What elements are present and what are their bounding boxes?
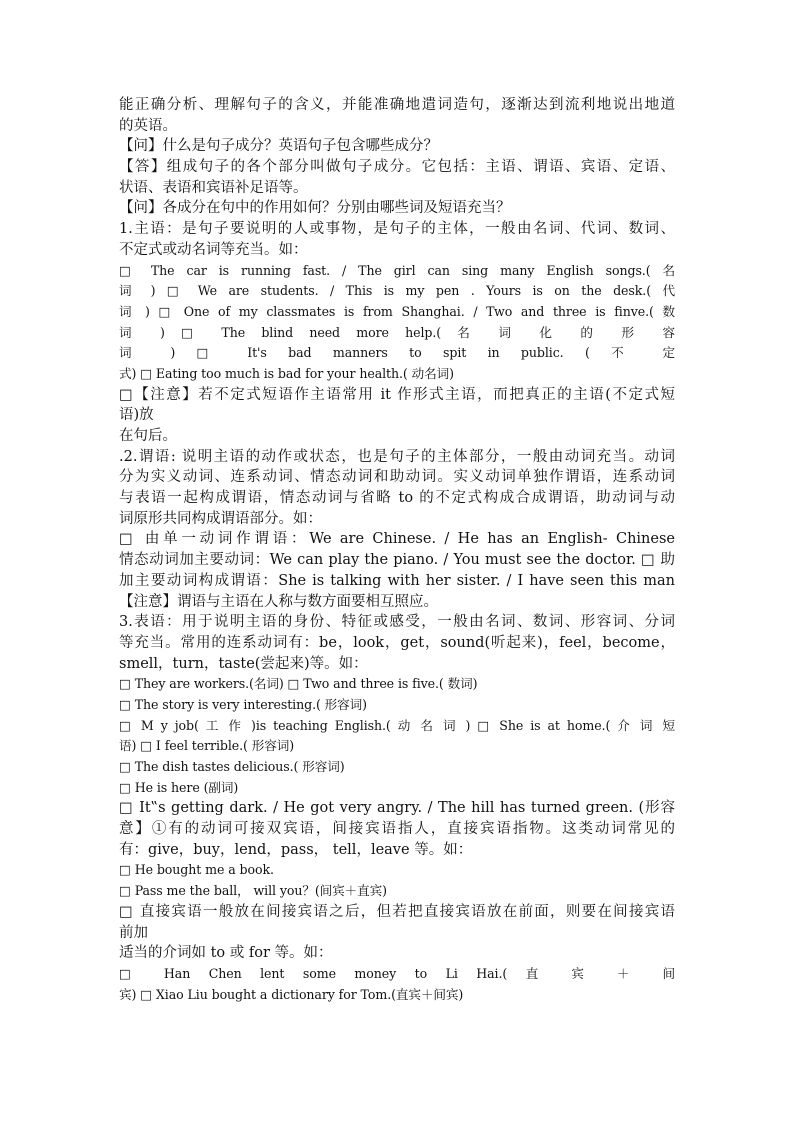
text-line: 宾) □ Xiao Liu bought a dictionary for Tom.(直宾＋间宾) [119,986,464,1002]
text-line: 与表语一起构成谓语，情态动词与省略 to 的不定式构成合成谓语，助动词与动 [119,490,675,507]
text-line: □ The dish tastes delicious.( 形容词) [119,759,345,774]
text-line: □ 直接宾语一般放在间接宾语之后，但若把直接宾语放在前面，则要在间接宾语 [119,903,675,920]
text-line: 语) □ I feel terrible.( 形容词) [119,738,295,754]
text-line: □ 由单一动词作谓语：We are Chinese. / He has an English- Chinese [119,531,675,548]
text-line: □ The car is running fast. / The girl can sing many English songs.( 名 [119,262,675,278]
text-line: □ It‟s getting dark. / He got very angry. / The hill has turned green. (形容 [119,800,675,817]
text-line: □ He bought me a book. [119,862,274,878]
text-line: □ They are workers.(名词) □ Two and three is five.( 数词) [119,676,478,692]
text-line: smell，turn，taste(尝起来)等。如： [119,655,368,672]
text-line: 情态动词加主要动词：We can play the piano. / You must see the doctor. □ 助 [119,552,675,569]
text-line: 词 ) □ The blind need more help.( 名 词 化 的 形 容 [119,324,675,340]
text-line: 能正确分析、理解句子的含义，并能准确地遣词造句，逐渐达到流利地说出地道 [119,97,675,113]
text-line: 词 ) □ One of my classmates is from Shanghai. / Two and three is finve.( 数 [119,303,675,319]
text-line: 1.主语：是句子要说明的人或事物，是句子的主体，一般由名词、代词、数词、 [119,221,675,238]
text-line: 词原形共同构成谓语部分。如： [119,510,322,527]
text-line: 适当的介词如 to 或 for 等。如： [119,945,333,962]
text-line: 【问】什么是句子成分？英语句子包含哪些成分？ [119,138,438,155]
text-line: □ Han Chen lent some money to Li Hai.( 直 宾 ＋ 间 [119,965,675,981]
text-line: 语)放 [119,407,154,424]
text-line: 等充当。常用的连系动词有：be，look，get，sound(听起来)，feel，become， [119,634,675,651]
document-page [119,95,675,1005]
text-line: 式) □ Eating too much is bad for your health.( 动名词) [119,365,454,381]
text-line: □ The story is very interesting.( 形容词) [119,696,367,712]
text-line: □【注意】若不定式短语作主语常用 it 作形式主语，而把真正的主语(不定式短 [119,386,675,403]
text-line: 的英语。 [119,117,177,134]
text-line: 【答】组成句子的各个部分叫做句子成分。它包括：主语、谓语、宾语、定语、 [119,159,675,176]
text-line: 不定式或动名词等充当。如： [119,241,308,258]
text-line: 【注意】谓语与主语在人称与数方面要相互照应。 [119,593,438,610]
text-line: 分为实义动词、连系动词、情态动词和助动词。实义动词单独作谓语，连系动词 [119,469,675,486]
text-line: 前加 [119,924,148,941]
text-line: 【问】各成分在句中的作用如何？分别由哪些词及短语充当？ [119,200,511,217]
text-line: 状语、表语和宾语补足语等。 [119,179,308,196]
text-line: 意】①有的动词可接双宾语，间接宾语指人，直接宾语指物。这类动词常见的 [119,821,675,838]
text-line: 有：give，buy，lend，pass， tell，leave 等。如： [119,841,473,858]
text-line: □ Pass me the ball， will you？(间宾＋直宾) [119,883,387,899]
text-line: .2.谓语: 说明主语的动作或状态，也是句子的主体部分，一般由动词充当。动词 [119,448,675,465]
text-line: 在句后。 [119,428,177,444]
text-line: 词 ) □ It's bad manners to spit in public. ( 不 定 [119,345,675,361]
text-line: 加主要动词构成谓语：She is talking with her sister. / I have seen this man [119,572,675,589]
text-line: □ M y job( 工 作 )is teaching English.( 动 名 词 ) □ She is at home.( 介 词 短 [119,717,675,733]
text-line: 3.表语：用于说明主语的身份、特征或感受，一般由名词、数词、形容词、分词 [119,614,675,631]
text-line: 词 ) □ We are students. / This is my pen . Yours is on the desk.( 代 [119,283,675,299]
text-line: □ He is here (副词) [119,779,239,795]
